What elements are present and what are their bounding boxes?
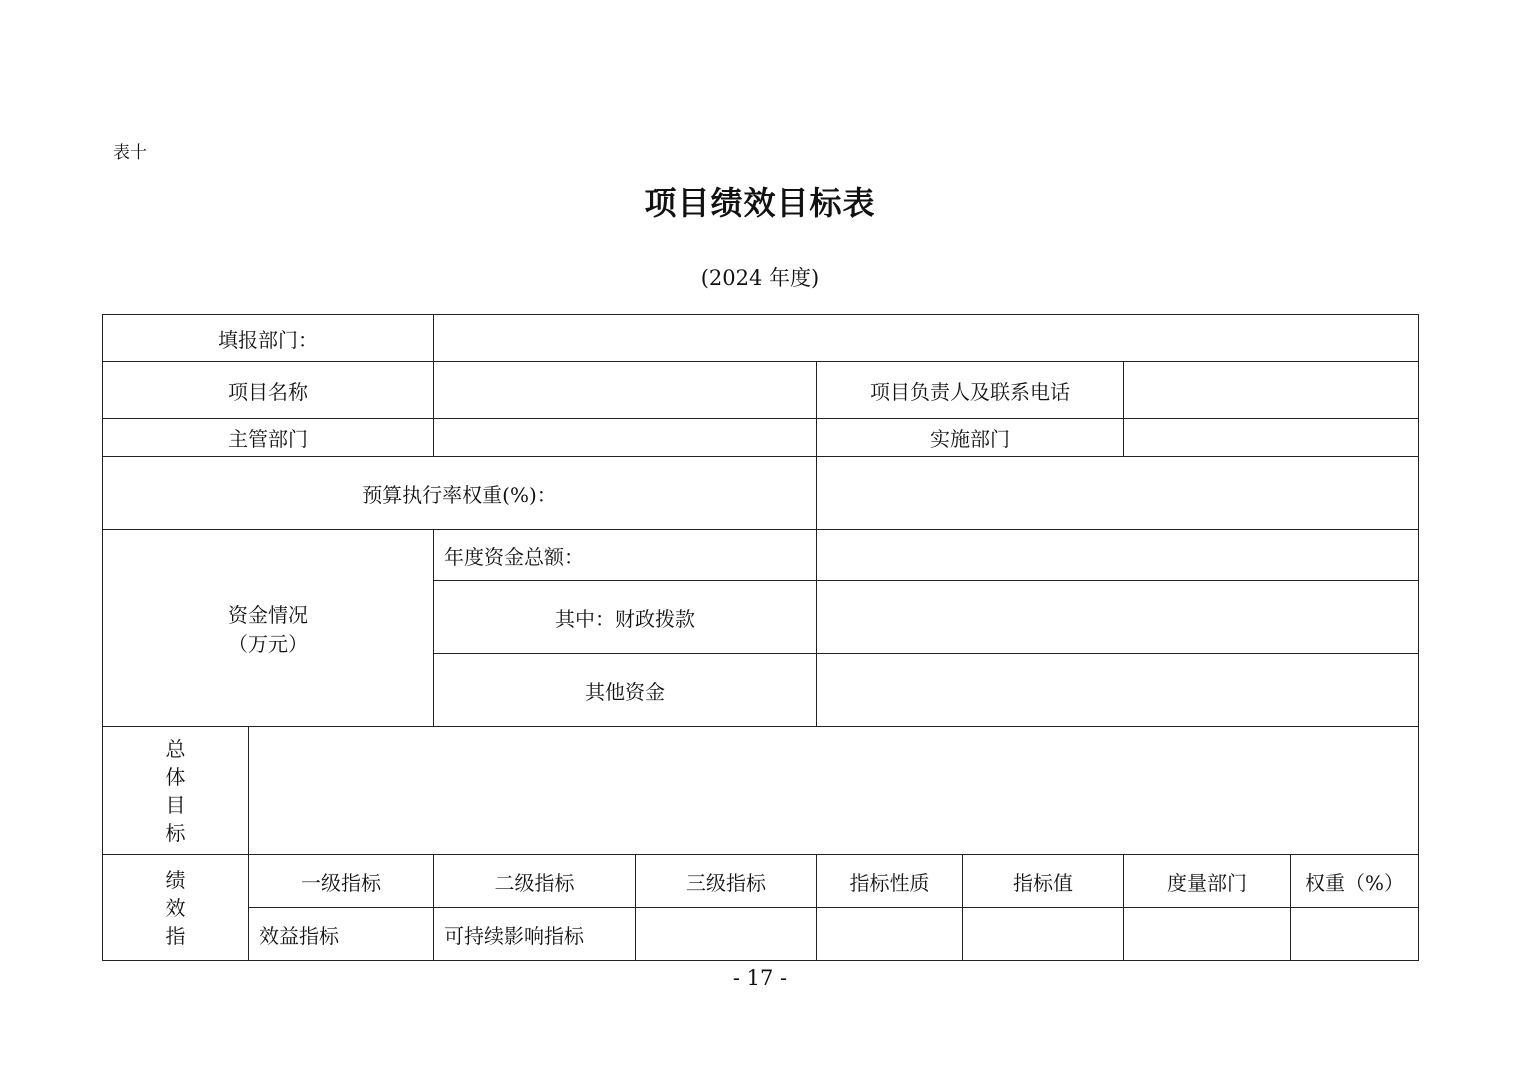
project-name-field[interactable] — [434, 362, 817, 419]
fiscal-label: 其中：财政拨款 — [434, 581, 817, 654]
project-leader-label: 项目负责人及联系电话 — [817, 362, 1124, 419]
budget-weight-label: 预算执行率权重(%)： — [103, 457, 817, 530]
overall-goal-field[interactable] — [249, 727, 1419, 855]
page-number: - 17 - — [732, 966, 788, 990]
annual-total-field[interactable] — [817, 530, 1419, 581]
row1-weight-field[interactable] — [1291, 908, 1419, 961]
perf-char: 绩 — [165, 867, 186, 892]
row1-level2: 可持续影响指标 — [434, 908, 636, 961]
supervising-dept-label: 主管部门 — [103, 419, 434, 457]
funds-label-line2: （万元） — [228, 632, 308, 656]
project-name-label: 项目名称 — [103, 362, 434, 419]
header-weight: 权重（%） — [1291, 855, 1419, 908]
performance-goal-table — [102, 314, 1419, 961]
header-measure-dept: 度量部门 — [1124, 855, 1291, 908]
funds-label — [103, 530, 434, 727]
implementing-dept-field[interactable] — [1124, 419, 1419, 457]
project-leader-field[interactable] — [1124, 362, 1419, 419]
fill-dept-label: 填报部门： — [103, 315, 434, 362]
overall-goal-char: 标 — [165, 820, 186, 845]
other-funds-label: 其他资金 — [434, 654, 817, 727]
header-value: 指标值 — [963, 855, 1124, 908]
annual-total-label: 年度资金总额： — [434, 530, 817, 581]
overall-goal-char: 总 — [165, 736, 186, 761]
row1-measure-dept-field[interactable] — [1124, 908, 1291, 961]
perf-char: 指 — [165, 923, 186, 948]
row1-value-field[interactable] — [963, 908, 1124, 961]
fill-dept-field[interactable] — [434, 315, 1419, 362]
year-subtitle: (2024 年度) — [700, 266, 820, 290]
header-level2: 二级指标 — [434, 855, 636, 908]
row1-level3-field[interactable] — [636, 908, 817, 961]
page-title: 项目绩效目标表 — [644, 184, 876, 222]
perf-char: 效 — [165, 895, 186, 920]
supervising-dept-field[interactable] — [434, 419, 817, 457]
budget-weight-field[interactable] — [817, 457, 1419, 530]
table-label: 表十 — [113, 143, 147, 163]
perf-indicator-label — [103, 855, 249, 961]
fiscal-field[interactable] — [817, 581, 1419, 654]
funds-label-line1: 资金情况 — [228, 603, 308, 627]
overall-goal-label — [103, 727, 249, 855]
header-nature: 指标性质 — [817, 855, 963, 908]
row1-nature-field[interactable] — [817, 908, 963, 961]
header-level3: 三级指标 — [636, 855, 817, 908]
overall-goal-char: 体 — [165, 764, 186, 789]
row1-level1: 效益指标 — [249, 908, 434, 961]
header-level1: 一级指标 — [249, 855, 434, 908]
implementing-dept-label: 实施部门 — [817, 419, 1124, 457]
other-funds-field[interactable] — [817, 654, 1419, 727]
overall-goal-char: 目 — [165, 792, 186, 817]
